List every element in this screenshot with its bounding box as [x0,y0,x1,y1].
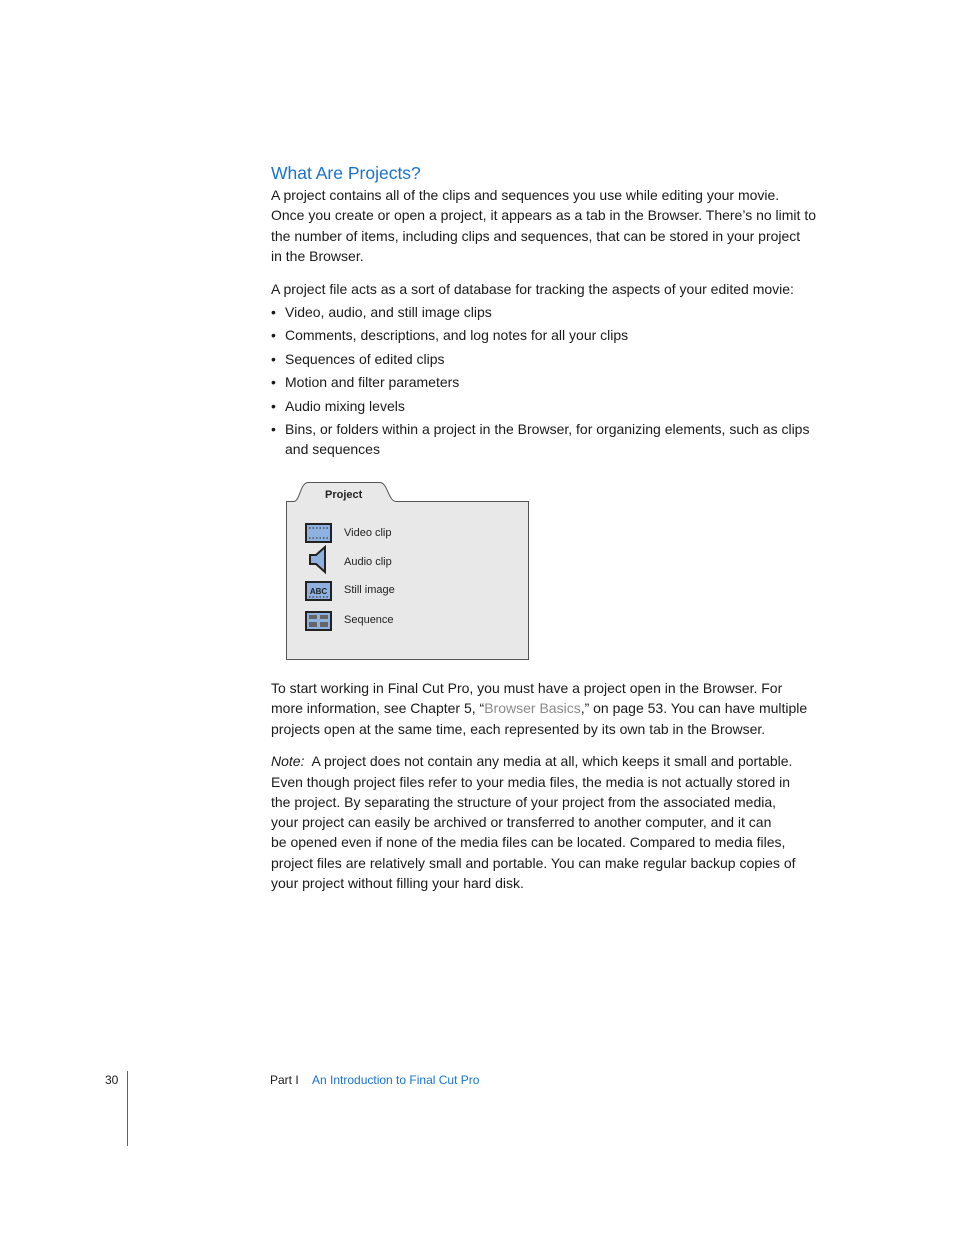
still-image-icon [306,582,331,600]
bullet-item: • Sequences of edited clips [271,351,445,367]
bullet-item: • Audio mixing levels [271,398,405,414]
intro-line: the number of items, including clips and sequences, that can be stored in your project [271,228,801,244]
footer-part: Part I [270,1073,299,1087]
bullet-item: • Bins, or folders within a project in the Browser, for organizing elements, such as clips [271,421,810,437]
note-line: the project. By separating the structure of your project from the associated media, [271,794,777,810]
note-label: Note: [271,753,305,769]
figure-item-label: Video clip [344,527,392,539]
note-line: project files are relatively small and portable. You can make regular backup copies of [271,855,796,871]
note-line: Even though project files refer to your media files, the media is not actually stored in [271,774,791,790]
start-line: projects open at the same time, each represented by its own tab in the Browser. [271,721,766,737]
figure-item-label: Still image [344,584,395,596]
figure-item-label: Audio clip [344,556,392,568]
list-intro: A project file acts as a sort of database for tracking the aspects of your edited movie: [271,281,794,297]
note-line: be opened even if none of the media files can be located. Compared to media files, [271,834,786,850]
intro-line: Once you create or open a project, it appears as a tab in the Browser. There’s no limit to [271,207,817,223]
figure-item-label: Sequence [344,614,394,626]
page-number: 30 [105,1073,119,1087]
note-line: your project without filling your hard disk. [271,875,524,891]
intro-line: A project contains all of the clips and sequences you use while editing your movie. [271,187,780,203]
section-heading: What Are Projects? [271,163,421,183]
note-line: your project can easily be archived or transferred to another computer, and it can [271,814,772,830]
still-icon-text: ABC [309,587,328,596]
bullet-item: • Video, audio, and still image clips [271,304,492,320]
figure-tab-label: Project [325,489,363,501]
start-line: more information, see Chapter 5, “Browser Basics,” on page 53. You can have multiple [271,700,808,716]
bullet-continuation: and sequences [285,441,380,457]
note-line: Note: A project does not contain any media at all, which keeps it small and portable. [271,753,793,769]
video-clip-icon [306,524,331,542]
start-line: To start working in Final Cut Pro, you must have a project open in the Browser. For [271,680,783,696]
project-tab-figure [286,481,529,660]
sequence-icon [306,612,331,630]
footer-divider [127,1071,128,1146]
intro-line: in the Browser. [271,248,364,264]
browser-basics-link[interactable]: Browser Basics [484,700,581,716]
bullet-item: • Comments, descriptions, and log notes for all your clips [271,327,629,343]
bullet-item: • Motion and filter parameters [271,374,460,390]
footer-part-title: An Introduction to Final Cut Pro [312,1073,480,1087]
